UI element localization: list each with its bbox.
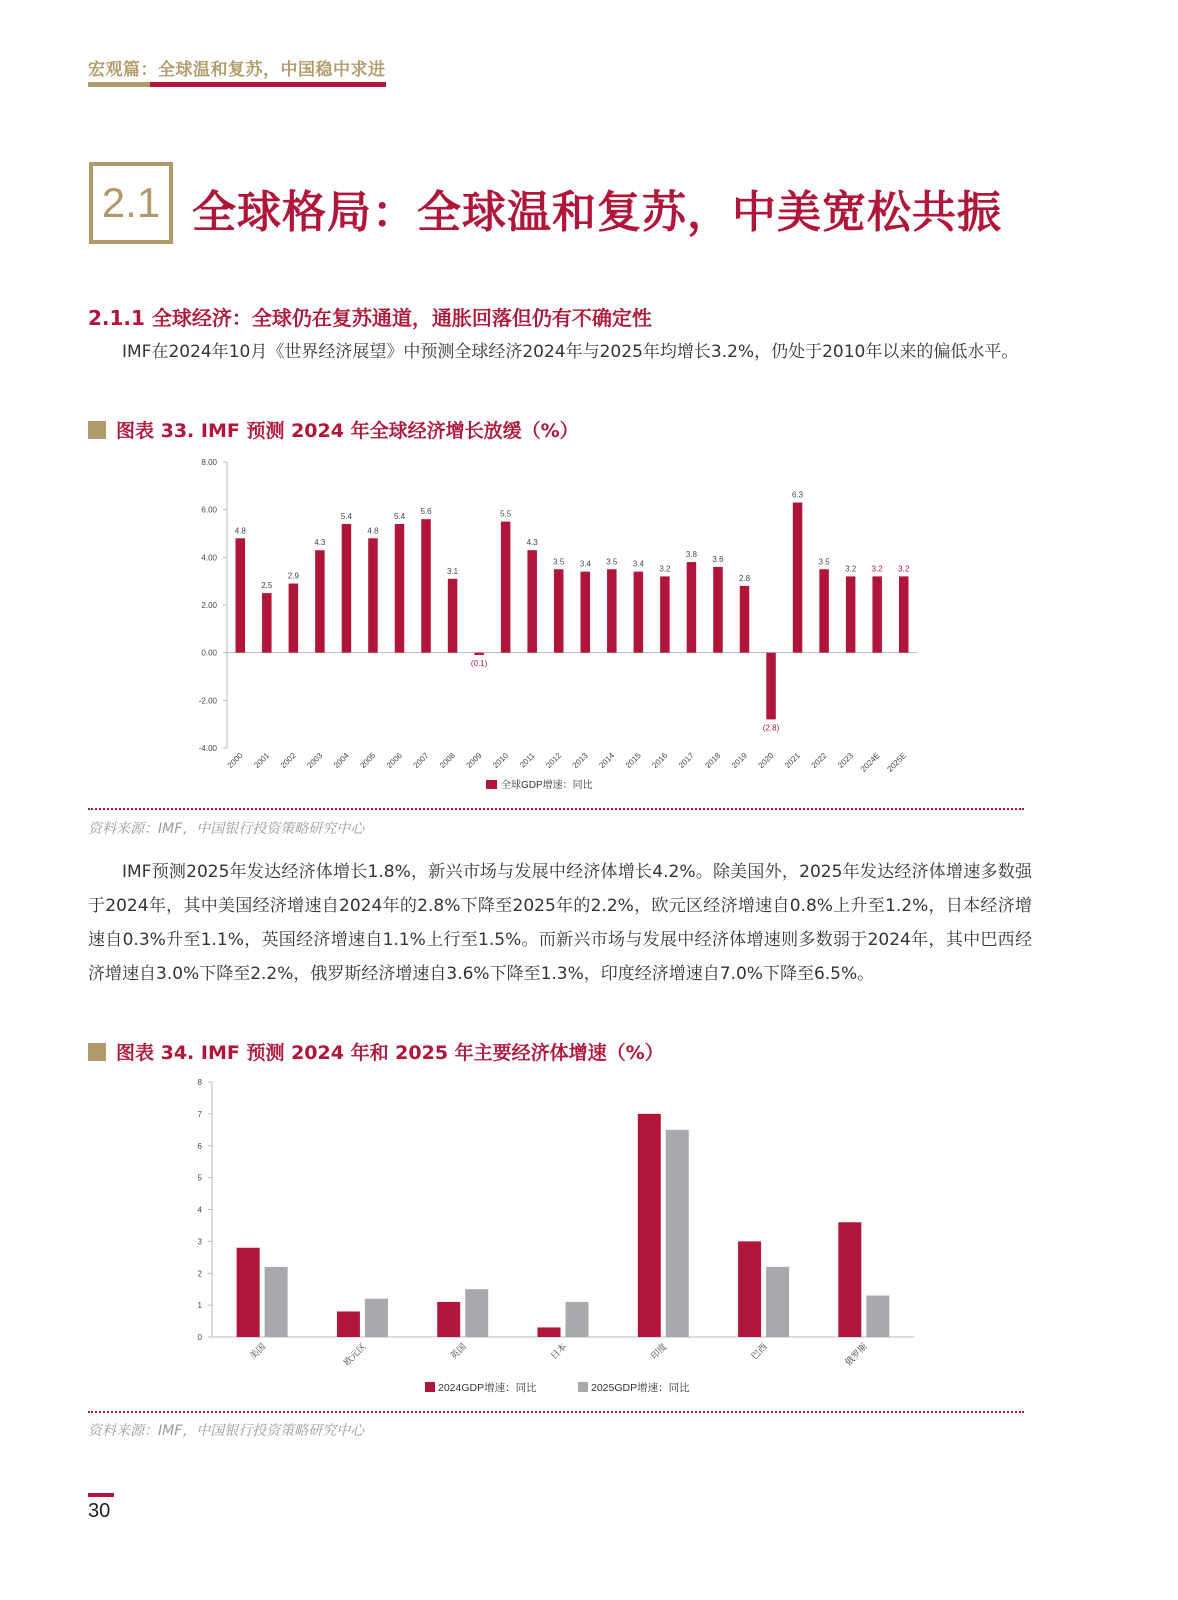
figure-34-title-text: 图表 34. IMF 预测 2024 年和 2025 年主要经济体增速（%） <box>116 1042 664 1064</box>
bar <box>866 1296 889 1337</box>
x-tick-label: 2020 <box>756 751 776 770</box>
x-tick-label: 2025E <box>885 751 909 774</box>
bar <box>607 569 617 652</box>
y-tick-label: 2.00 <box>201 601 217 610</box>
y-tick-label: 3 <box>197 1237 202 1247</box>
dotted-divider <box>88 808 1024 810</box>
bar <box>872 576 882 652</box>
y-tick-label: -2.00 <box>198 696 217 706</box>
bar <box>262 593 272 653</box>
data-label: 3.2 <box>845 564 857 574</box>
data-label: 3.4 <box>632 559 644 569</box>
dotted-divider <box>88 1411 1024 1413</box>
x-tick-label: 2018 <box>703 751 723 770</box>
paragraph-2 <box>88 855 1032 991</box>
legend-label: 全球GDP增速：同比 <box>501 780 593 791</box>
y-tick-label: 8 <box>197 1078 202 1087</box>
x-tick-label: 2010 <box>491 751 511 770</box>
x-tick-label: 2006 <box>384 751 404 770</box>
bar <box>713 567 723 653</box>
y-tick-label: 8.00 <box>201 458 217 467</box>
bar <box>236 538 246 652</box>
header-rule-red <box>150 82 386 87</box>
y-tick-label: 6 <box>197 1141 202 1151</box>
x-tick-label: 2021 <box>783 751 802 770</box>
y-tick-label: -4.00 <box>198 744 217 753</box>
data-label: 5.4 <box>340 511 352 521</box>
x-tick-label: 2014 <box>597 751 617 770</box>
bar <box>289 584 299 653</box>
bar <box>527 550 537 652</box>
bar <box>634 572 644 653</box>
bar <box>395 524 405 653</box>
paragraph-1-text: IMF在2024年10月《世界经济展望》中预测全球经济2024年与2025年均增长3.2%，仍处于2010年以来的偏低水平。 <box>122 342 1019 362</box>
x-tick-label: 2007 <box>411 751 431 770</box>
data-label: (0.1) <box>470 659 488 669</box>
legend-swatch <box>486 780 497 789</box>
title-square-icon <box>88 1043 106 1061</box>
data-label: 4.3 <box>526 538 538 548</box>
running-header: 宏观篇：全球温和复苏，中国稳中求进 <box>88 60 386 80</box>
bar <box>554 569 564 652</box>
bar <box>368 538 378 652</box>
figure-33-title <box>88 416 579 443</box>
data-label: 4.8 <box>367 526 379 536</box>
bar <box>538 1327 561 1337</box>
x-tick-label: 印度 <box>648 1341 669 1362</box>
x-tick-label: 2016 <box>650 751 670 770</box>
data-label: 3.4 <box>579 559 591 569</box>
data-label: 3.5 <box>553 557 565 567</box>
bar <box>738 1241 761 1337</box>
bar <box>365 1299 388 1337</box>
y-tick-label: 1 <box>197 1301 202 1311</box>
x-tick-label: 2008 <box>438 751 457 770</box>
x-tick-label: 2015 <box>623 751 643 770</box>
bar <box>421 519 431 652</box>
figure-33-title-text: 图表 33. IMF 预测 2024 年全球经济增长放缓（%） <box>116 420 579 442</box>
x-tick-label: 英国 <box>448 1341 469 1362</box>
y-tick-label: 4.00 <box>201 553 217 563</box>
page-number: 30 <box>88 1500 111 1522</box>
bar <box>766 653 776 720</box>
data-label: 4.3 <box>314 538 326 548</box>
figure-34-source: 资料来源：IMF，中国银行投资策略研究中心 <box>88 1423 365 1439</box>
data-label: 2.8 <box>738 573 751 583</box>
x-tick-label: 2001 <box>252 751 272 770</box>
data-label: 2.9 <box>287 571 299 581</box>
bar <box>793 503 803 653</box>
data-label: 5.4 <box>393 511 406 521</box>
x-tick-label: 2012 <box>544 751 564 770</box>
bar <box>437 1302 460 1337</box>
x-tick-label: 美国 <box>247 1341 268 1362</box>
section-title: 全球格局：全球温和复苏，中美宽松共振 <box>192 187 1002 238</box>
x-tick-label: 2004 <box>331 751 351 770</box>
bar <box>501 522 511 653</box>
data-label: 6.3 <box>792 490 804 500</box>
bar <box>581 572 591 653</box>
x-tick-label: 2022 <box>809 751 829 770</box>
bar <box>660 576 670 652</box>
data-label: 5.5 <box>500 509 512 519</box>
data-label: 3.2 <box>871 564 883 574</box>
x-tick-label: 2003 <box>305 751 325 770</box>
legend-label: 2025GDP增速：同比 <box>591 1382 690 1394</box>
data-label: 2.5 <box>261 581 273 591</box>
section-number-box <box>89 162 173 244</box>
title-square-icon <box>88 421 106 439</box>
data-label: 3.2 <box>659 564 671 574</box>
y-tick-label: 2 <box>197 1269 202 1279</box>
header-rule-gold <box>88 82 150 87</box>
paragraph-1 <box>88 335 1032 369</box>
bar <box>638 1114 661 1337</box>
bar <box>337 1312 360 1338</box>
bar <box>474 653 484 655</box>
x-tick-label: 2013 <box>570 751 590 770</box>
x-tick-label: 2009 <box>464 751 484 770</box>
bar <box>315 550 325 652</box>
page-number-rule <box>88 1493 114 1497</box>
bar <box>237 1248 260 1337</box>
y-tick-label: 7 <box>197 1109 202 1119</box>
bar <box>265 1267 288 1337</box>
bar <box>766 1267 789 1337</box>
x-tick-label: 欧元区 <box>341 1341 368 1368</box>
bar <box>846 576 856 652</box>
x-tick-label: 2000 <box>225 751 245 770</box>
bar <box>740 586 750 653</box>
x-tick-label: 2002 <box>278 751 298 770</box>
chart-major-economies-growth <box>180 1072 930 1402</box>
bar <box>448 579 458 653</box>
data-label: 3.5 <box>606 557 618 567</box>
data-label: 3.5 <box>818 557 830 567</box>
x-tick-label: 2024E <box>858 751 882 774</box>
bar <box>666 1130 689 1337</box>
bar <box>465 1289 488 1337</box>
figure-33-source: 资料来源：IMF，中国银行投资策略研究中心 <box>88 821 365 837</box>
paragraph-2-text: IMF预测2025年发达经济体增长1.8%，新兴市场与发展中经济体增长4.2%。除美国外，2025年发达经济体增速多数强于2024年，其中美国经济增速自2024年的2.8%下降至2025年的2.2%，欧元区经济增速自0.8%上升至1.2%，日本经济增速自0.3%升至1.1%，英国经济增速自1.1%上行至1.5%。而新兴市场与发展中经济体增速则多数弱于2024年，其中巴西经济增速自3.0%下降至2.2%，俄罗斯经济增速自3.6%下降至1.3%，印度经济增速自7.0%下降至6.5%。 <box>88 862 1032 984</box>
subsection-title: 2.1.1 全球经济：全球仍在复苏通道，通胀回落但仍有不确定性 <box>88 306 652 330</box>
x-tick-label: 2005 <box>358 751 378 770</box>
data-label: (2.8) <box>762 723 780 733</box>
bar <box>819 569 829 652</box>
chart-global-gdp-growth <box>180 450 930 800</box>
legend-label: 2024GDP增速：同比 <box>438 1382 537 1394</box>
x-tick-label: 2011 <box>518 751 537 770</box>
bar <box>687 562 697 653</box>
x-tick-label: 2019 <box>729 751 749 770</box>
section-number: 2.1 <box>101 179 161 226</box>
x-tick-label: 2017 <box>676 751 696 770</box>
data-label: 3.2 <box>898 564 910 574</box>
y-tick-label: 0 <box>197 1333 202 1342</box>
bar <box>899 576 909 652</box>
figure-34-title <box>88 1038 664 1065</box>
bar <box>838 1222 861 1337</box>
legend-swatch <box>425 1382 435 1392</box>
data-label: 3.6 <box>712 554 724 564</box>
x-tick-label: 巴西 <box>749 1341 769 1362</box>
data-label: 3.8 <box>685 550 697 560</box>
y-tick-label: 4 <box>197 1205 202 1215</box>
y-tick-label: 0.00 <box>201 648 217 658</box>
y-tick-label: 6.00 <box>201 505 217 515</box>
legend-swatch <box>578 1382 588 1392</box>
x-tick-label: 2023 <box>836 751 856 770</box>
x-tick-label: 俄罗斯 <box>843 1341 870 1368</box>
data-label: 5.6 <box>420 507 432 517</box>
data-label: 3.1 <box>447 566 459 576</box>
bar <box>342 524 352 653</box>
bar <box>566 1302 589 1337</box>
x-tick-label: 日本 <box>548 1341 569 1362</box>
y-tick-label: 5 <box>197 1173 202 1183</box>
data-label: 4.8 <box>234 526 246 536</box>
